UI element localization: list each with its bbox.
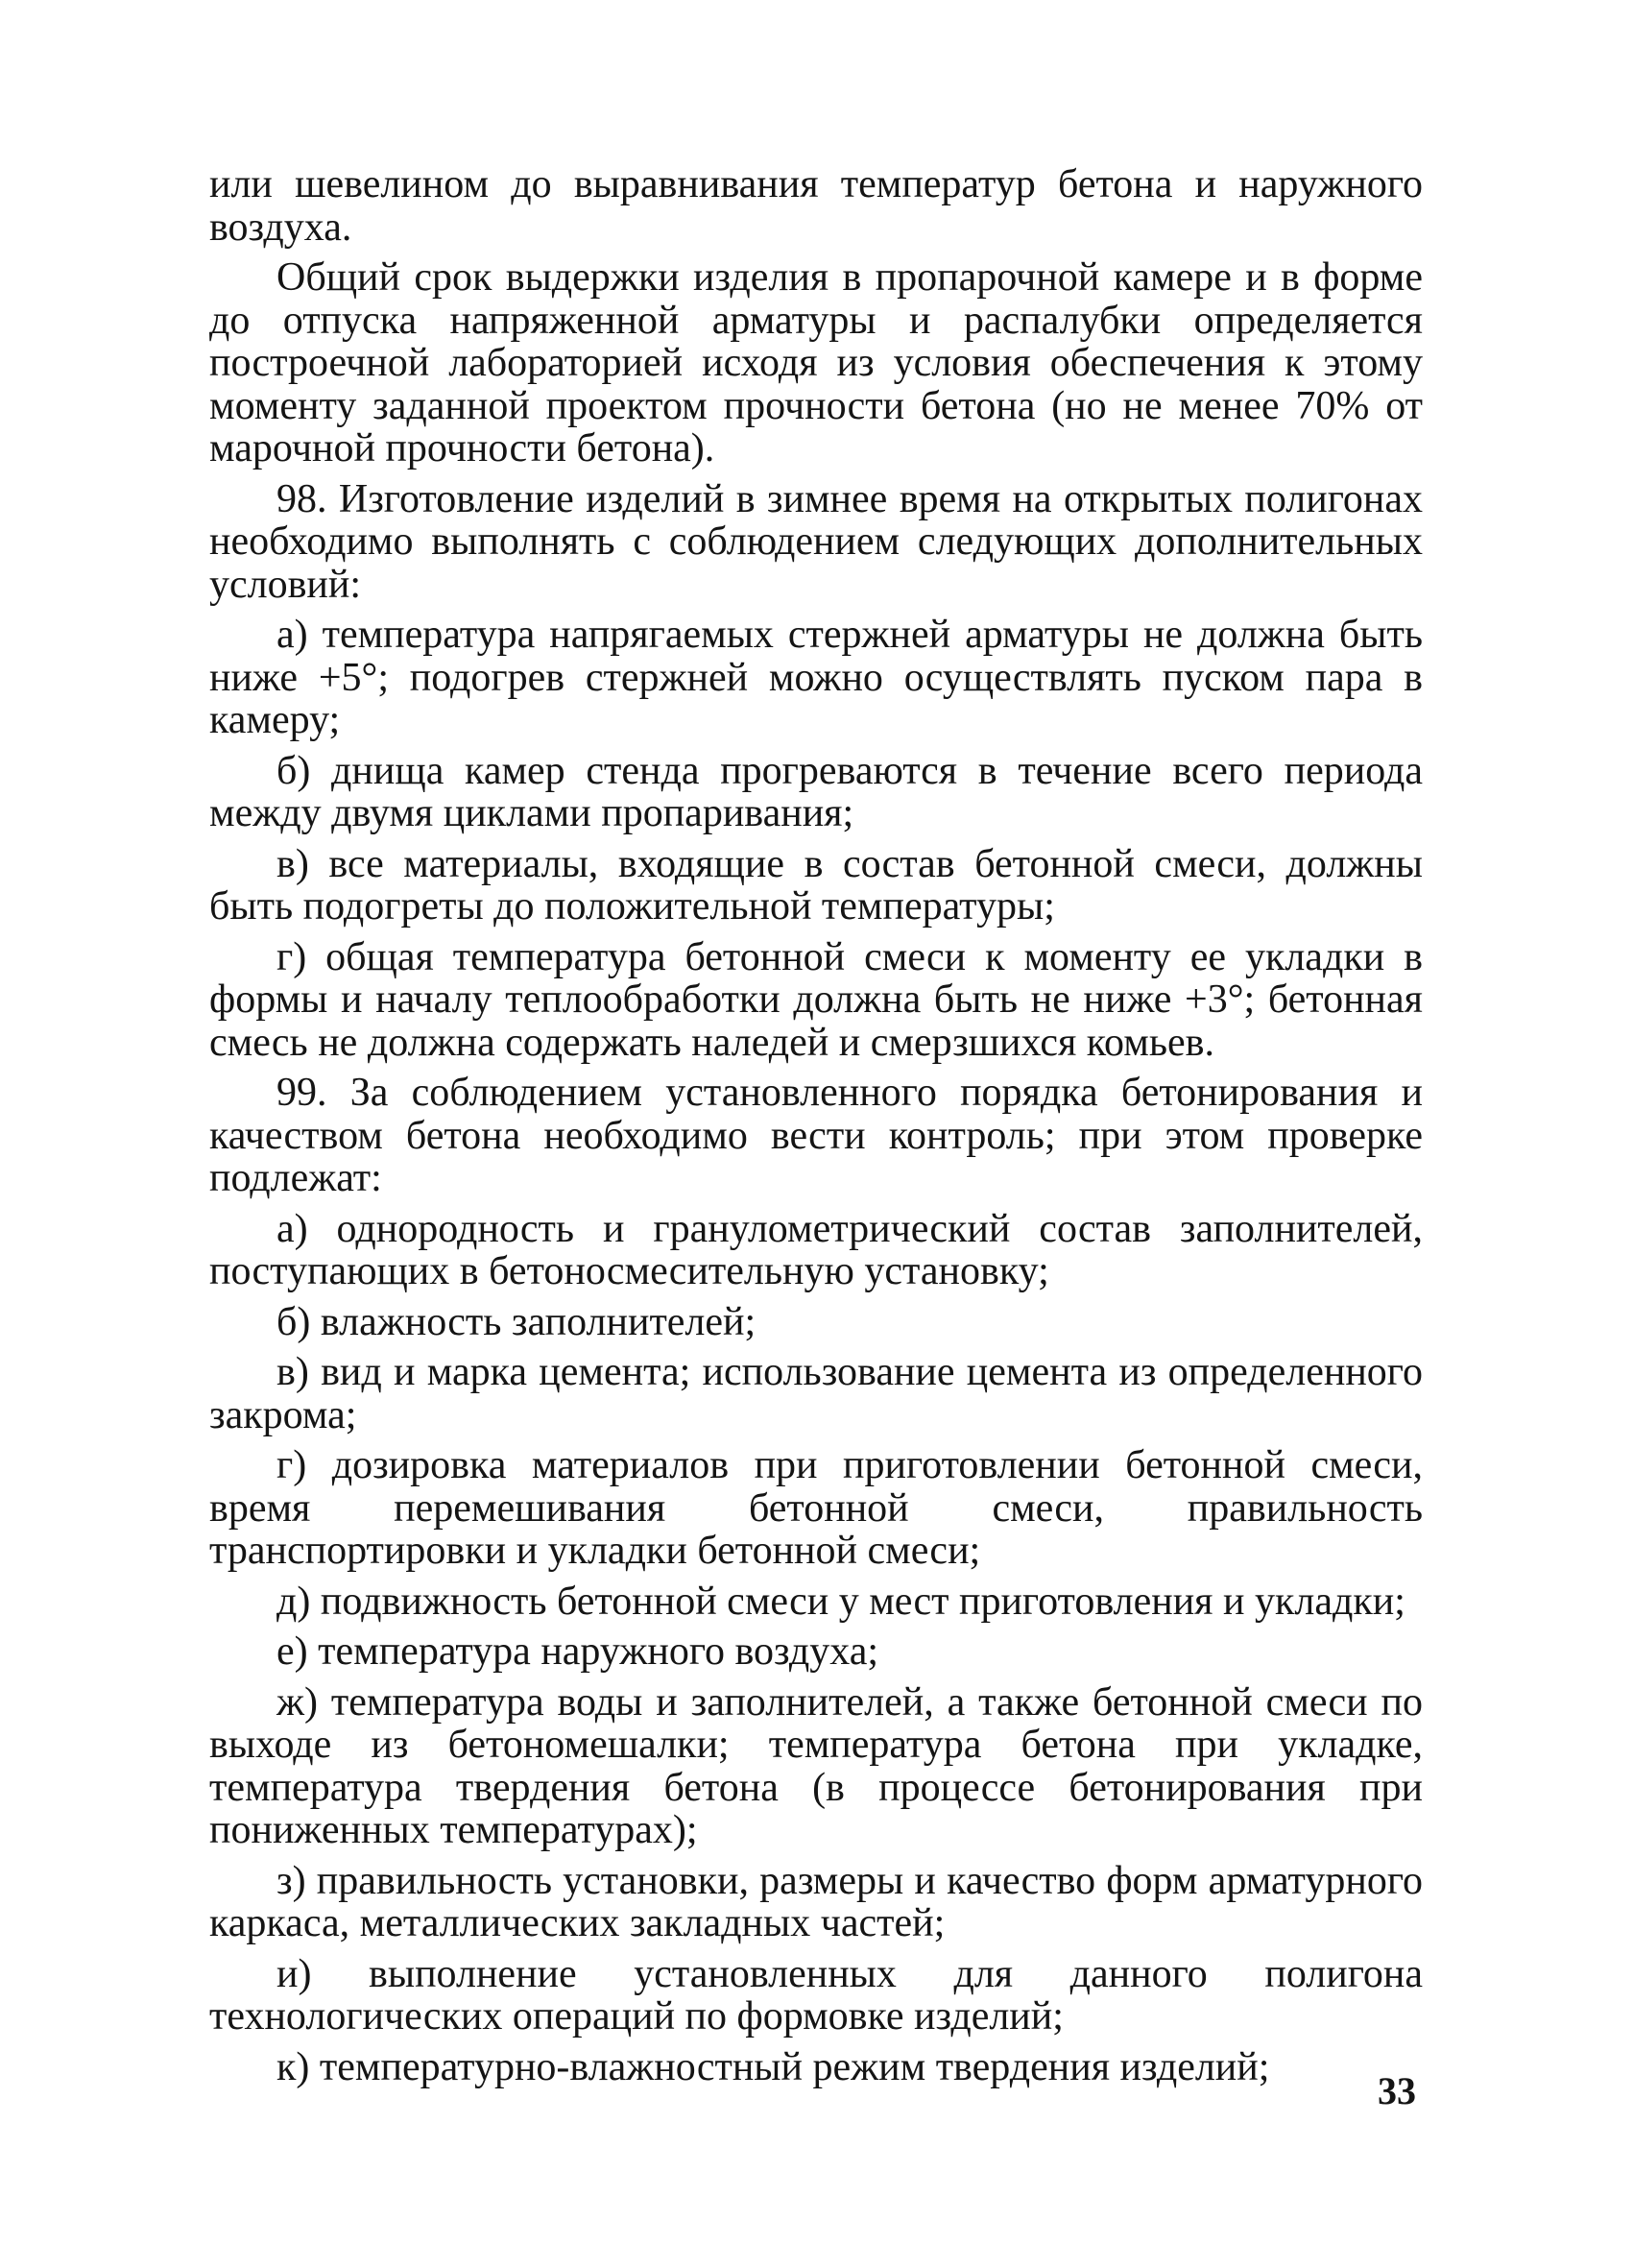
paragraph: е) температура наружного воздуха; bbox=[276, 1629, 879, 1674]
paragraph: г) дозировка материалов при приготовлении бетонной смеси, время перемешивания бетонной смеси, правильность транспортировки и укладки бетонной смеси; bbox=[209, 1443, 1423, 1573]
paragraph: или шевелином до выравнивания температур бетона и наружного воздуха. bbox=[209, 162, 1423, 250]
paragraph: з) правильность установки, размеры и качество форм арматурного каркаса, металлических закладных частей; bbox=[209, 1858, 1423, 1945]
paragraph: а) температура напрягаемых стержней арматуры не должна быть ниже +5°; подогрев стержней можно осуществлять пуском пара в камеру; bbox=[209, 613, 1423, 742]
paragraph: и) выполнение установленных для данного полигона технологических операций по формовке изделий; bbox=[209, 1951, 1423, 2039]
paragraph: б) днища камер стенда прогреваются в течение всего периода между двумя циклами пропаривания; bbox=[209, 748, 1423, 835]
paragraph: г) общая температура бетонной смеси к моменту ее укладки в формы и началу теплообработки должна быть не ниже +3°; бетонная смесь не должна содержать наледей и смерзшихся комьев. bbox=[209, 934, 1423, 1065]
paragraph: д) подвижность бетонной смеси у мест приготовления и укладки; bbox=[276, 1579, 1405, 1624]
paragraph: в) все материалы, входящие в состав бетонной смеси, должны быть подогреты до положительной температуры; bbox=[209, 841, 1423, 929]
paragraph: 98. Изготовление изделий в зимнее время на открытых полигонах необходимо выполнять с соблюдением следующих дополнительных условий: bbox=[209, 476, 1423, 607]
paragraph: б) влажность заполнителей; bbox=[276, 1299, 756, 1344]
paragraph: Общий срок выдержки изделия в пропарочной камере и в форме до отпуска напряженной арматуры и распалубки определяется построечной лабораторией исходя из условия обеспечения к этому моменту заданной проектом прочности бетона (но не менее 70% от марочной прочности бетона). bbox=[209, 255, 1423, 470]
body-text bbox=[209, 163, 1423, 2088]
paragraph: в) вид и марка цемента; использование цемента из определенного закрома; bbox=[209, 1350, 1423, 1437]
page-number: 33 bbox=[1378, 2069, 1416, 2112]
paragraph: к) температурно-влажностный режим твердения изделий; bbox=[276, 2044, 1270, 2089]
paragraph: а) однородность и гранулометрический состав заполнителей, поступающих в бетоносмесительную установку; bbox=[209, 1206, 1423, 1293]
paragraph: ж) температура воды и заполнителей, а также бетонной смеси по выходе из бетономешалки; температура бетона при укладке, температура твердения бетона (в процессе бетонирования при пониженных температурах); bbox=[209, 1679, 1423, 1852]
paragraph: 99. За соблюдением установленного порядка бетонирования и качеством бетона необходимо вести контроль; при этом проверке подлежат: bbox=[209, 1071, 1423, 1200]
